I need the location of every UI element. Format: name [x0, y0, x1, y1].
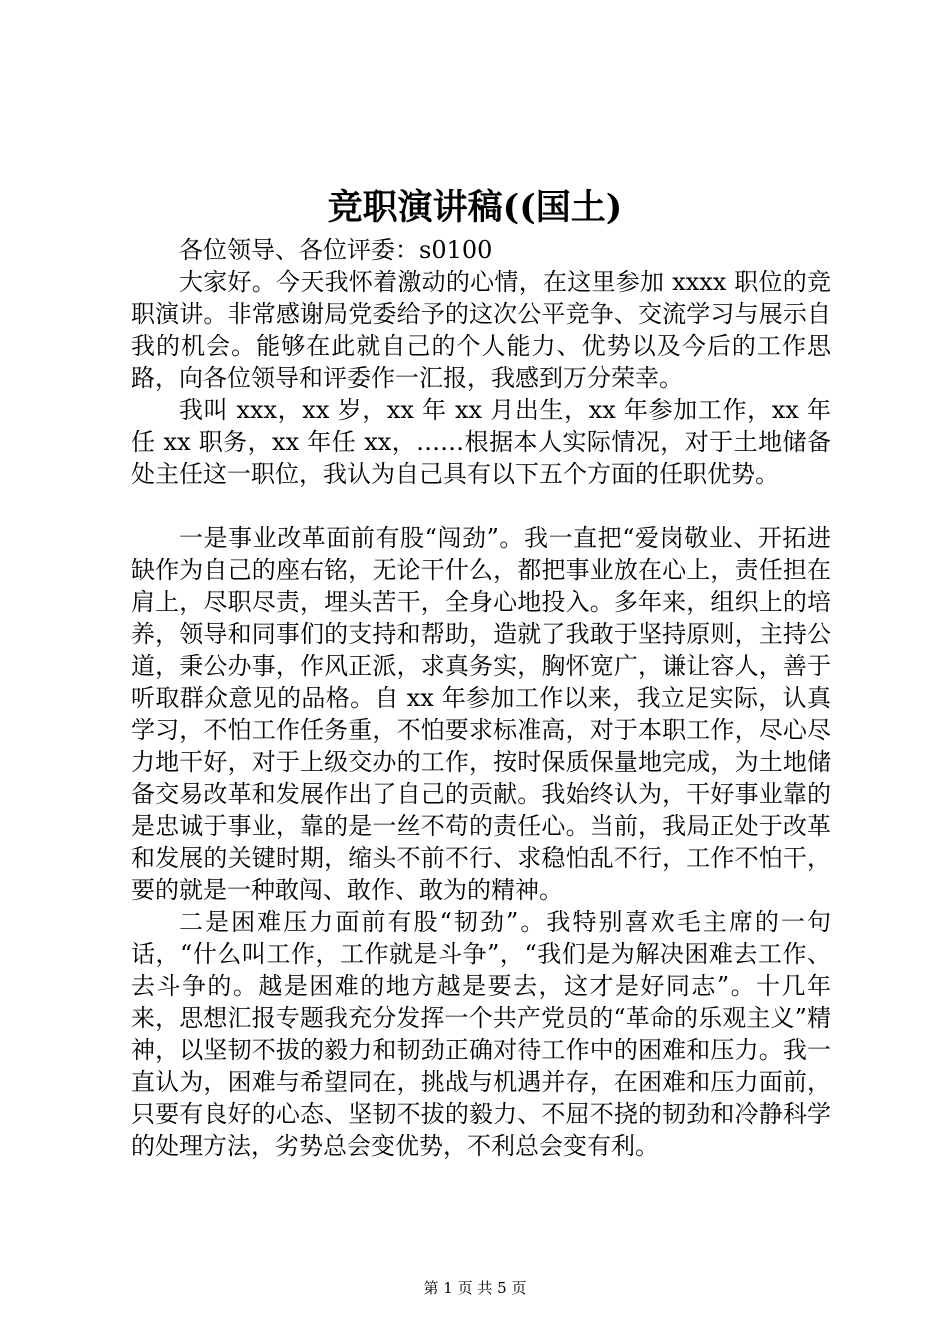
- self-introduction-paragraph: 我叫 xxx，xx 岁，xx 年 xx 月出生，xx 年参加工作，xx 年任 xx 职务，xx 年任 xx，……根据本人实际情况，对于土地储备处主任这一职位，我认为自己具有以下五个方面的任职优势。: [131, 396, 831, 488]
- document-body: [131, 234, 831, 1162]
- advantage-one-paragraph: 一是事业改革面前有股“闯劲”。我一直把“爱岗敬业、开拓进缺作为自己的座右铭，无论干什么，都把事业放在心上，责任担在肩上，尽职尽责，埋头苦干，全身心地投入。多年来，组织上的培养，领导和同事们的支持和帮助，造就了我敢于坚持原则，主持公道，秉公办事，作风正派，求真务实，胸怀宽广，谦让容人，善于听取群众意见的品格。自 xx 年参加工作以来，我立足实际，认真学习，不怕工作任务重，不怕要求标准高，对于本职工作，尽心尽力地干好，对于上级交办的工作，按时保质保量地完成，为土地储备交易改革和发展作出了自己的贡献。我始终认为，干好事业靠的是忠诚于事业，靠的是一丝不苟的责任心。当前，我局正处于改革和发展的关键时期，缩头不前不行、求稳怕乱不行，工作不怕干，要的就是一种敢闯、敢作、敢为的精神。: [131, 524, 831, 904]
- page-footer: 第 1 页 共 5 页: [423, 1279, 527, 1297]
- salutation-paragraph: 各位领导、各位评委：s0100: [179, 236, 493, 264]
- advantage-two-paragraph: 二是困难压力面前有股“韧劲”。我特别喜欢毛主席的一句话，“什么叫工作，工作就是斗争”，“我们是为解决困难去工作、去斗争的。越是困难的地方越是要去，这才是好同志”。十几年来，思想汇报专题我充分发挥一个共产党员的“革命的乐观主义”精神，以坚韧不拔的毅力和韧劲正确对待工作中的困难和压力。我一直认为，困难与希望同在，挑战与机遇并存，在困难和压力面前，只要有良好的心态、坚韧不拔的毅力、不屈不挠的韧劲和冷静科学的处理方法，劣势总会变优势，不利总会变有利。: [131, 908, 831, 1160]
- page-title: 竞职演讲稿((国土): [327, 187, 623, 228]
- greeting-paragraph: 大家好。今天我怀着激动的心情，在这里参加 xxxx 职位的竞职演讲。非常感谢局党委给予的这次公平竞争、交流学习与展示自我的机会。能够在此就自己的个人能力、优势以及今后的工作思路，向各位领导和评委作一汇报，我感到万分荣幸。: [131, 268, 831, 392]
